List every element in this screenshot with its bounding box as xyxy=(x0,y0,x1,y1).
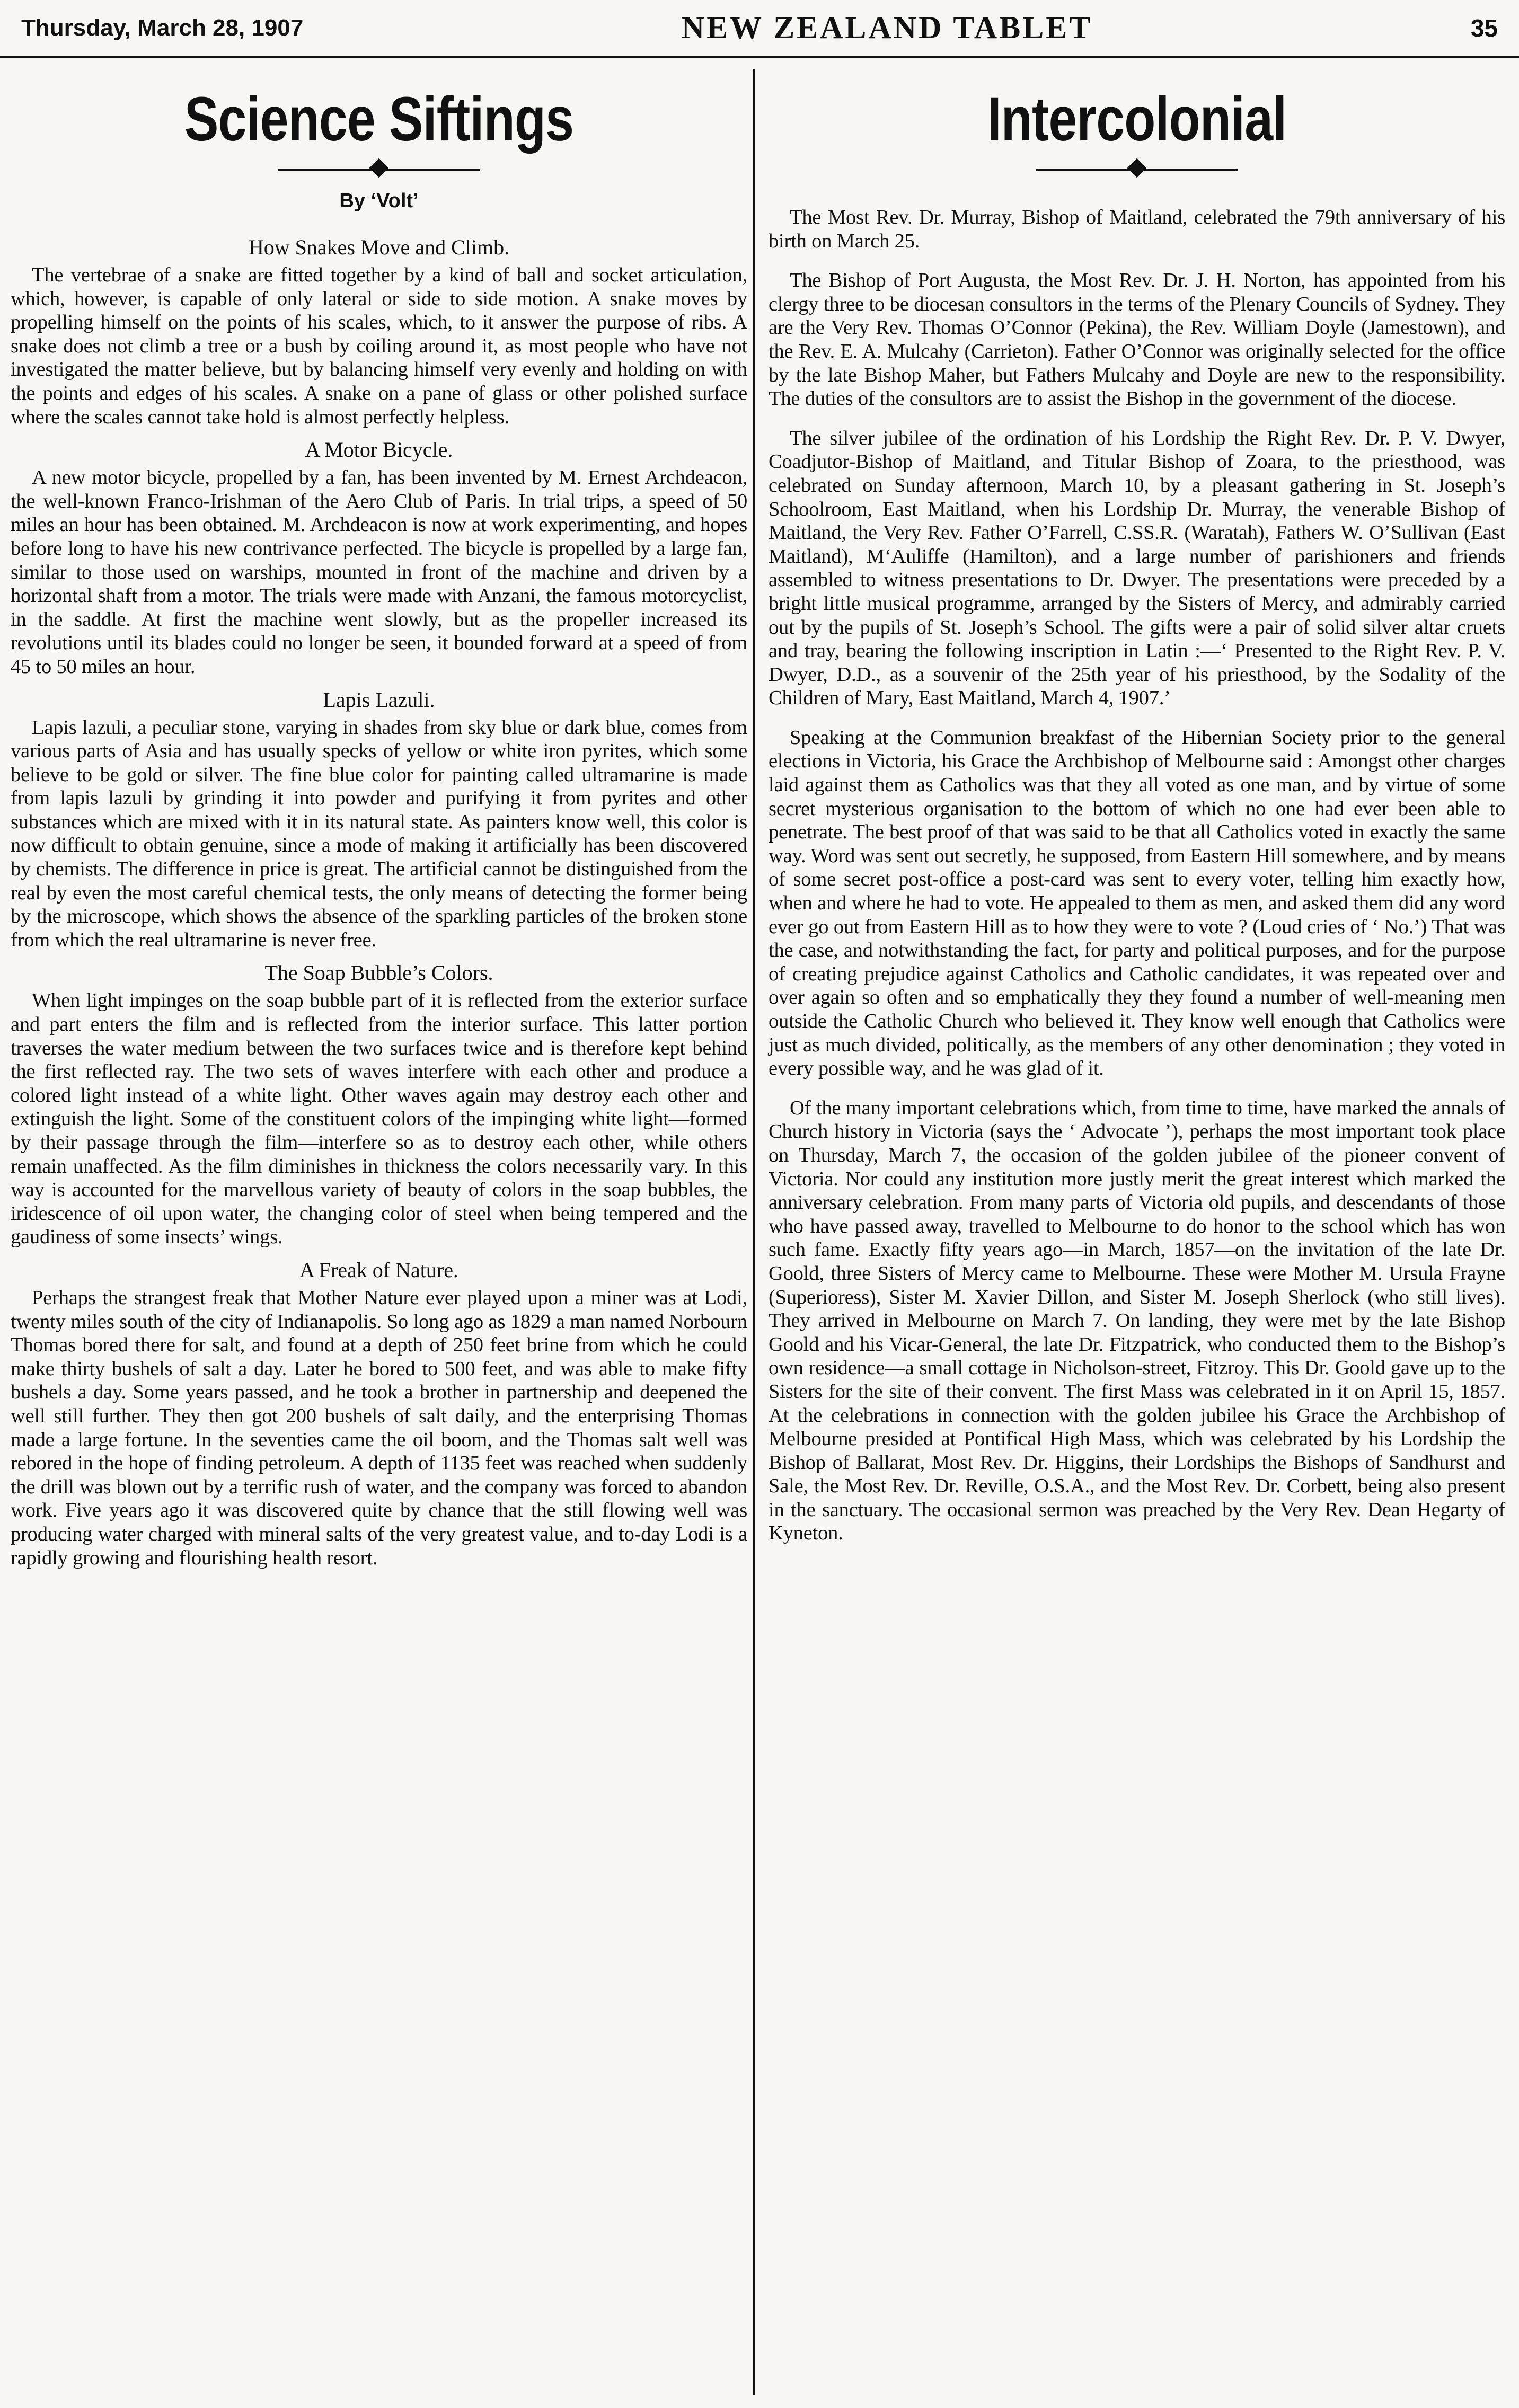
heading-ornament xyxy=(278,159,480,180)
section-title: A Motor Bicycle. xyxy=(305,438,453,462)
article-paragraph: When light impinges on the soap bubble part of it is reflected from the exterior surface and part enters the film and is reflected from the interior surface. This latter portion traverses the water medium between the two surfaces twice and is therefore kept behind the first reflected ray. The two sets of waves interfere with each other and produce a colored light instead of a white light. Other waves again may destroy each other and extinguish the light. Some of the constituent colors of the impinging white light—formed by their passage through the film—interfere so as to destroy each other, while others remain unaffected. As the film diminishes in thickness the colors necessarily vary. In this way is accounted for the marvellous variety of beauty of colors in the soap bubbles, the iridescence of oil upon water, the changing color of steel when being tempered and the gaudiness of some insects’ wings. xyxy=(11,989,747,1249)
news-paragraph: The Bishop of Port Augusta, the Most Rev. Dr. J. H. Norton, has appointed from his clergy three to be diocesan consultors in the terms of the Plenary Councils of Sydney. They are the Very Rev. Thomas O’Connor (Pekina), the Rev. William Doyle (Jamestown), and the Rev. E. A. Mulcahy (Carrieton). Father O’Connor was originally selected for the office by the late Bishop Maher, but Fathers Mulcahy and Doyle are new to the responsibility. The duties of the consultors are to assist the Bishop in the government of the diocese. xyxy=(769,269,1505,410)
section-title: Lapis Lazuli. xyxy=(323,687,435,712)
diamond-icon xyxy=(1127,158,1147,178)
news-paragraph: Speaking at the Communion breakfast of the Hibernian Society prior to the general elections in Victoria, his Grace the Archbishop of Melbourne said : Amongst other charges laid against them as Catholics was that they all voted as one man, and by virtue of some secret mysterious organisation to the bottom of which no one had ever been able to penetrate. The best proof of that was said to be that all Catholics voted in exactly the same way. Word was sent out secretly, he supposed, from Eastern Hill somewhere, and by means of some secret post-office a post-card was sent to every voter, telling him exactly how, when and where he had to vote. He appealed to them as men, and asked them did any word ever go out from Eastern Hill as to how they were to vote ? (Loud cries of ‘ No.’) That was the case, and notwithstanding the fact, for party and political purposes, and for the purpose of creating prejudice against Catholics and Catholic candidates, it was repeated over and over again so often and so emphatically they they found a number of well-meaning men outside the Catholic Church who believed it. They know well enough that Catholics were just as much divided, politically, as the members of any other denomination ; they voted in every possible way, and he was glad of it. xyxy=(769,726,1505,1080)
science-siftings-column xyxy=(11,69,747,2401)
byline: By ‘Volt’ xyxy=(339,190,419,212)
article-paragraph: A new motor bicycle, propelled by a fan, has been invented by M. Ernest Archdeacon, the well-known Franco-Irishman of the Aero Club of Paris. In trial trips, a speed of 50 miles an hour has been obtained. M. Archdeacon is now at work experimenting, and hopes before long to have his new contrivance perfected. The bicycle is propelled by a large fan, similar to those used on warships, mounted in front of the machine and driven by a horizontal shaft from a motor. The trials were made with Anzani, the famous motorcyclist, in the saddle. At first the machine went slowly, but as the propeller increased its revolutions until its blades could no longer be seen, it bounded forward at a speed of from 45 to 50 miles an hour. xyxy=(11,466,747,678)
news-paragraph: The Most Rev. Dr. Murray, Bishop of Maitland, celebrated the 79th anniversary of his birth on March 25. xyxy=(769,206,1505,252)
masthead xyxy=(0,0,1519,58)
news-paragraph: The silver jubilee of the ordination of his Lordship the Right Rev. Dr. P. V. Dwyer, Coadjutor-Bishop of Maitland, and Titular Bishop of Zoara, to the priesthood, was celebrated on Sunday afternoon, March 10, by a pleasant gathering in St. Joseph’s Schoolroom, East Maitland, when his Lordship Dr. Murray, the venerable Bishop of Maitland, the Very Rev. Father O’Farrell, C.SS.R. (Waratah), Fathers W. O’Sullivan (East Maitland), M‘Auliffe (Hamilton), and a large number of parishioners and friends assembled to witness presentations to Dr. Dwyer. The presentations were preceded by a bright little musical programme, arranged by the Sisters of Mercy, and admirably carried out by the pupils of St. Joseph’s School. The gifts were a pair of solid silver altar cruets and tray, bearing the following inscription in Latin :—‘ Presented to the Right Rev. P. V. Dwyer, D.D., as a souvenir of the 25th year of his priesthood, by the Sodality of the Children of Mary, East Maitland, March 4, 1907.’ xyxy=(769,427,1505,710)
article-paragraph: Lapis lazuli, a peculiar stone, varying in shades from sky blue or dark blue, comes from various parts of Asia and has usually specks of yellow or white iron pyrites, which some believe to be gold or silver. The fine blue color for painting called ultramarine is made from lapis lazuli by grinding it into powder and purifying it from pyrites and other substances which are mixed with it in its natural state. As painters know well, this color is now difficult to obtain genuine, since a mode of making it artificially has been discovered by chemists. The difference in price is great. The artificial cannot be distinguished from the real by even the most careful chemical tests, the only means of detecting the former being by the microscope, which shows the absence of the sparkling particles of the broken stone from which the real ultramarine is never free. xyxy=(11,716,747,951)
section-title: How Snakes Move and Climb. xyxy=(248,235,510,259)
heading-ornament xyxy=(1036,159,1238,180)
newspaper-title: NEW ZEALAND TABLET xyxy=(681,10,1093,45)
section-title: The Soap Bubble’s Colors. xyxy=(264,961,493,985)
page-number: 35 xyxy=(1470,14,1498,42)
intercolonial-heading: Intercolonial xyxy=(987,84,1287,154)
diamond-icon xyxy=(369,158,389,178)
article-paragraph: Perhaps the strangest freak that Mother Nature ever played upon a miner was at Lodi, twenty miles south of the city of Indianapolis. So long ago as 1829 a man named Norbourn Thomas bored there for salt, and found at a depth of 250 feet brine from which he could make thirty bushels of salt a day. Later he bored to 500 feet, and was able to make fifty bushels a day. Some years passed, and he took a brother in partnership and deepened the well still further. They then got 200 bushels of salt daily, and the enterprising Thomas made a large fortune. In the seventies came the oil boom, and the Thomas salt well was rebored in the hope of finding petroleum. A depth of 1135 feet was reached when suddenly the drill was blown out by a terrific rush of water, and the company was forced to abandon work. Five years ago it was discovered quite by chance that the still flowing well was producing water charged with mineral salts of the very greatest value, and to-day Lodi is a rapidly growing and flourishing health resort. xyxy=(11,1286,747,1569)
news-paragraph: Of the many important celebrations which, from time to time, have marked the annals of Church history in Victoria (says the ‘ Advocate ’), perhaps the most important took place on Thursday, March 7, the occasion of the golden jubilee of the pioneer convent of Victoria. Nor could any institution more justly merit the great interest which marked the anniversary celebration. From many parts of Victoria old pupils, and descendants of those who have passed away, travelled to Melbourne to do honor to the school which has won such fame. Exactly fifty years ago—in March, 1857—on the invitation of the late Dr. Goold, three Sisters of Mercy came to Melbourne. These were Mother M. Ursula Frayne (Superioress), Sister M. Xavier Dillon, and Sister M. Joseph Sherlock (who still lives). They arrived in Melbourne on March 7. On landing, they were met by the late Bishop Goold and his Vicar-General, the late Dr. Fitzpatrick, who conducted them to the Bishop’s own residence—a small cottage in Nicholson-street, Fitzroy. This Dr. Goold gave up to the Sisters for the site of their convent. The first Mass was celebrated in it on April 15, 1857. At the celebrations in connection with the golden jubilee his Grace the Archbishop of Melbourne presided at Pontifical High Mass, which was celebrated by his Lordship the Bishop of Ballarat, Most Rev. Dr. Higgins, their Lordships the Bishops of Sandhurst and Sale, the Most Rev. Dr. Reville, O.S.A., and the Most Rev. Dr. Corbett, being also present in the sanctuary. The occasional sermon was preached by the Very Rev. Dean Hegarty of Kyneton. xyxy=(769,1096,1505,1545)
science-siftings-heading: Science Siftings xyxy=(184,84,574,154)
column-divider xyxy=(753,69,755,2395)
issue-date: Thursday, March 28, 1907 xyxy=(21,14,304,41)
section-title: A Freak of Nature. xyxy=(299,1258,458,1282)
intercolonial-column xyxy=(769,69,1505,2401)
article-paragraph: The vertebrae of a snake are fitted together by a kind of ball and socket articulation, which, however, is capable of only lateral or side to side motion. A snake moves by propelling himself on the points of his scales, which, to it answer the purpose of ribs. A snake does not climb a tree or a bush by coiling around it, as most people who have not investigated the matter believe, but by balancing himself very evenly and holding on with the points and edges of his scales. A snake on a pane of glass or other polished surface where the scales cannot take hold is almost perfectly helpless. xyxy=(11,264,747,428)
